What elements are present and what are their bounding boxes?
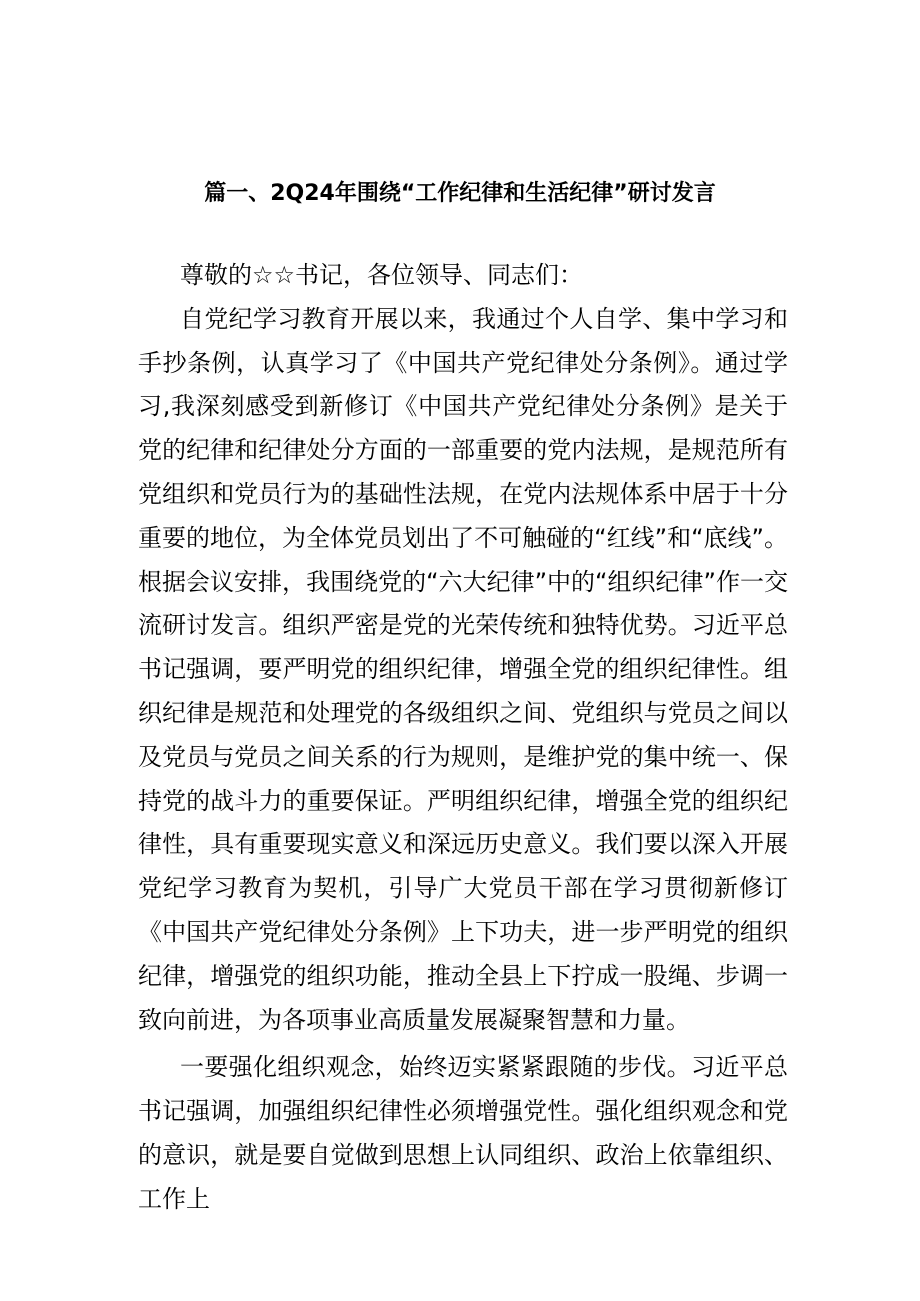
document-body (138, 254, 788, 1222)
paragraph-2: 一要强化组织观念，始终迈实紧紧跟随的步伐。习近平总书记强调，加强组织纪律性必须增强党性。强化组织观念和党的意识，就是要自觉做到思想上认同组织、政治上依靠组织、工作上 (138, 1053, 788, 1213)
paragraph-1: 自党纪学习教育开展以来，我通过个人自学、集中学习和手抄条例，认真学习了《中国共产党纪律处分条例》。通过学习,我深刻感受到新修订《中国共产党纪律处分条例》是关于党的纪律和纪律处分方面的一部重要的党内法规，是规范所有党组织和党员行为的基础性法规，在党内法规体系中居于十分重要的地位，为全体党员划出了不可触碰的“红线”和“底线”。根据会议安排，我围绕党的“六大纪律”中的“组织纪律”作一交流研讨发言。组织严密是党的光荣传统和独特优势。习近平总书记强调，要严明党的组织纪律，增强全党的组织纪律性。组织纪律是规范和处理党的各级组织之间、党组织与党员之间以及党员与党员之间关系的行为规则，是维护党的集中统一、保持党的战斗力的重要保证。严明组织纪律，增强全党的组织纪律性，具有重要现实意义和深远历史意义。我们要以深入开展党纪学习教育为契机，引导广大党员干部在学习贯彻新修订《中国共产党纪律处分条例》上下功夫，进一步严明党的组织纪律，增强党的组织功能，推动全县上下拧成一股绳、步调一致向前进，为各项事业高质量发展凝聚智慧和力量。 (138, 304, 788, 1034)
document-title: 篇一、2Q24年围绕“工作纪律和生活纪律”研讨发言 (204, 181, 716, 206)
salutation: 尊敬的☆☆书记，各位领导、同志们： (180, 261, 584, 289)
